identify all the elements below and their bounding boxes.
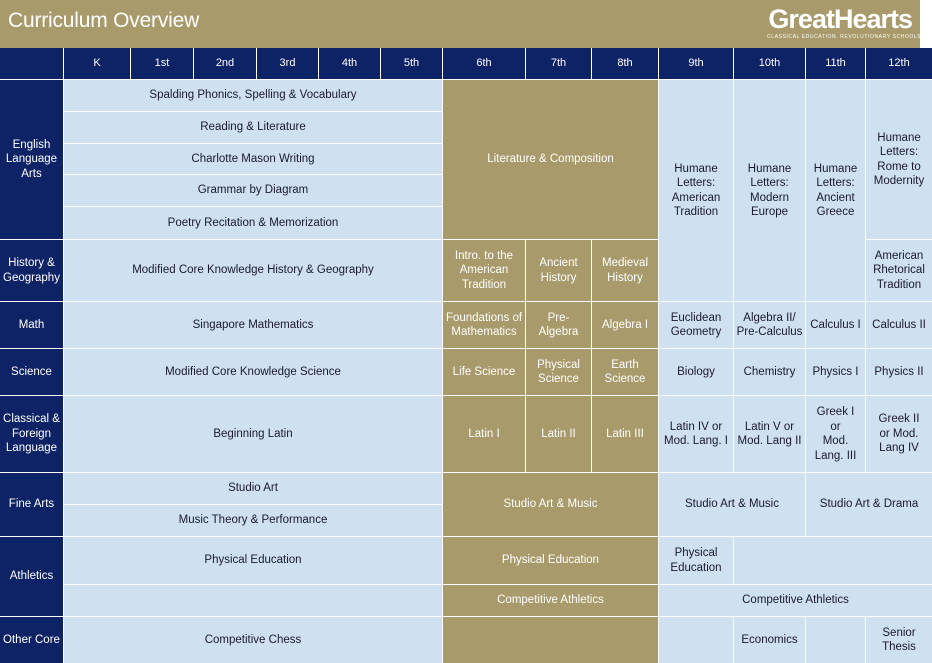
grade-header: 7th (526, 48, 591, 79)
course-cell: Earth Science (592, 349, 658, 395)
grade-header: 11th (806, 48, 865, 79)
logo-name: GreatHearts (768, 4, 912, 34)
empty-cell (443, 617, 658, 663)
grade-header: 3rd (257, 48, 318, 79)
course-cell: Latin II (526, 396, 591, 472)
course-cell: Poetry Recitation & Memorization (64, 207, 442, 239)
course-cell: Reading & Literature (64, 112, 442, 143)
grade-header: 12th (866, 48, 932, 79)
grade-header: 9th (659, 48, 733, 79)
subject-other-core: Other Core (0, 617, 63, 663)
course-cell: Euclidean Geometry (659, 302, 733, 348)
course-cell: Studio Art & Music (659, 473, 805, 536)
empty-cell (64, 585, 442, 616)
course-cell: Humane Letters: Modern Europe (734, 80, 805, 301)
course-cell: Life Science (443, 349, 525, 395)
empty-cell (806, 617, 865, 663)
subject-athletics: Athletics (0, 537, 63, 616)
course-cell: Studio Art (64, 473, 442, 504)
course-cell: Algebra II/ Pre-Calculus (734, 302, 805, 348)
empty-cell (659, 617, 733, 663)
empty-cell (734, 537, 932, 584)
course-cell: American Rhetorical Tradition (866, 240, 932, 301)
course-cell: Biology (659, 349, 733, 395)
course-cell: Humane Letters: Rome to Modernity (866, 80, 932, 239)
course-cell: Modified Core Knowledge History & Geography (64, 240, 442, 301)
course-cell: Latin III (592, 396, 658, 472)
course-cell: Physical Science (526, 349, 591, 395)
course-cell: Humane Letters: American Tradition (659, 80, 733, 301)
course-cell: Ancient History (526, 240, 591, 301)
course-cell: Grammar by Diagram (64, 175, 442, 206)
course-cell: Studio Art & Drama (806, 473, 932, 536)
grade-header: 5th (381, 48, 442, 79)
course-cell: Physics II (866, 349, 932, 395)
course-cell: Competitive Athletics (659, 585, 932, 616)
course-cell: Latin I (443, 396, 525, 472)
page-title: Curriculum Overview (8, 9, 200, 32)
subject-science: Science (0, 349, 63, 395)
subject-ela: English Language Arts (0, 80, 63, 239)
course-cell: Greek II or Mod. Lang IV (866, 396, 932, 472)
logo-tagline: CLASSICAL EDUCATION. REVOLUTIONARY SCHOOLS. (767, 34, 924, 40)
course-cell: Chemistry (734, 349, 805, 395)
course-cell: Studio Art & Music (443, 473, 658, 536)
subject-math: Math (0, 302, 63, 348)
course-cell: Music Theory & Performance (64, 505, 442, 536)
course-cell: Physics I (806, 349, 865, 395)
course-cell: Beginning Latin (64, 396, 442, 472)
great-hearts-logo (767, 4, 924, 44)
grade-header: 6th (443, 48, 525, 79)
course-cell: Latin IV or Mod. Lang. I (659, 396, 733, 472)
grade-header: 2nd (194, 48, 256, 79)
grade-header: 10th (734, 48, 805, 79)
course-cell: Humane Letters: Ancient Greece (806, 80, 865, 301)
course-cell: Greek I or Mod. Lang. III (806, 396, 865, 472)
course-cell: Foundations of Mathematics (443, 302, 525, 348)
course-cell: Intro. to the American Tradition (443, 240, 525, 301)
header-bar (0, 0, 924, 48)
subject-history: History & Geography (0, 240, 63, 301)
course-cell: Medieval History (592, 240, 658, 301)
grade-header: 8th (592, 48, 658, 79)
course-cell: Modified Core Knowledge Science (64, 349, 442, 395)
subject-classical: Classical & Foreign Language (0, 396, 63, 472)
course-cell: Singapore Mathematics (64, 302, 442, 348)
course-cell: Latin V or Mod. Lang II (734, 396, 805, 472)
course-cell: Physical Education (64, 537, 442, 584)
course-cell: Pre-Algebra (526, 302, 591, 348)
course-cell: Competitive Chess (64, 617, 442, 663)
grade-header: K (64, 48, 130, 79)
grade-header: 1st (131, 48, 193, 79)
subject-fine-arts: Fine Arts (0, 473, 63, 536)
course-cell: Charlotte Mason Writing (64, 144, 442, 174)
course-cell: Calculus II (866, 302, 932, 348)
course-cell: Literature & Composition (443, 80, 658, 239)
corner-cell (0, 48, 63, 79)
course-cell: Competitive Athletics (443, 585, 658, 616)
course-cell: Calculus I (806, 302, 865, 348)
curriculum-table (0, 48, 926, 653)
course-cell: Algebra I (592, 302, 658, 348)
course-cell: Physical Education (443, 537, 658, 584)
course-cell: Physical Education (659, 537, 733, 584)
grade-header: 4th (319, 48, 380, 79)
course-cell: Senior Thesis (866, 617, 932, 663)
course-cell: Spalding Phonics, Spelling & Vocabulary (64, 80, 442, 111)
course-cell: Economics (734, 617, 805, 663)
